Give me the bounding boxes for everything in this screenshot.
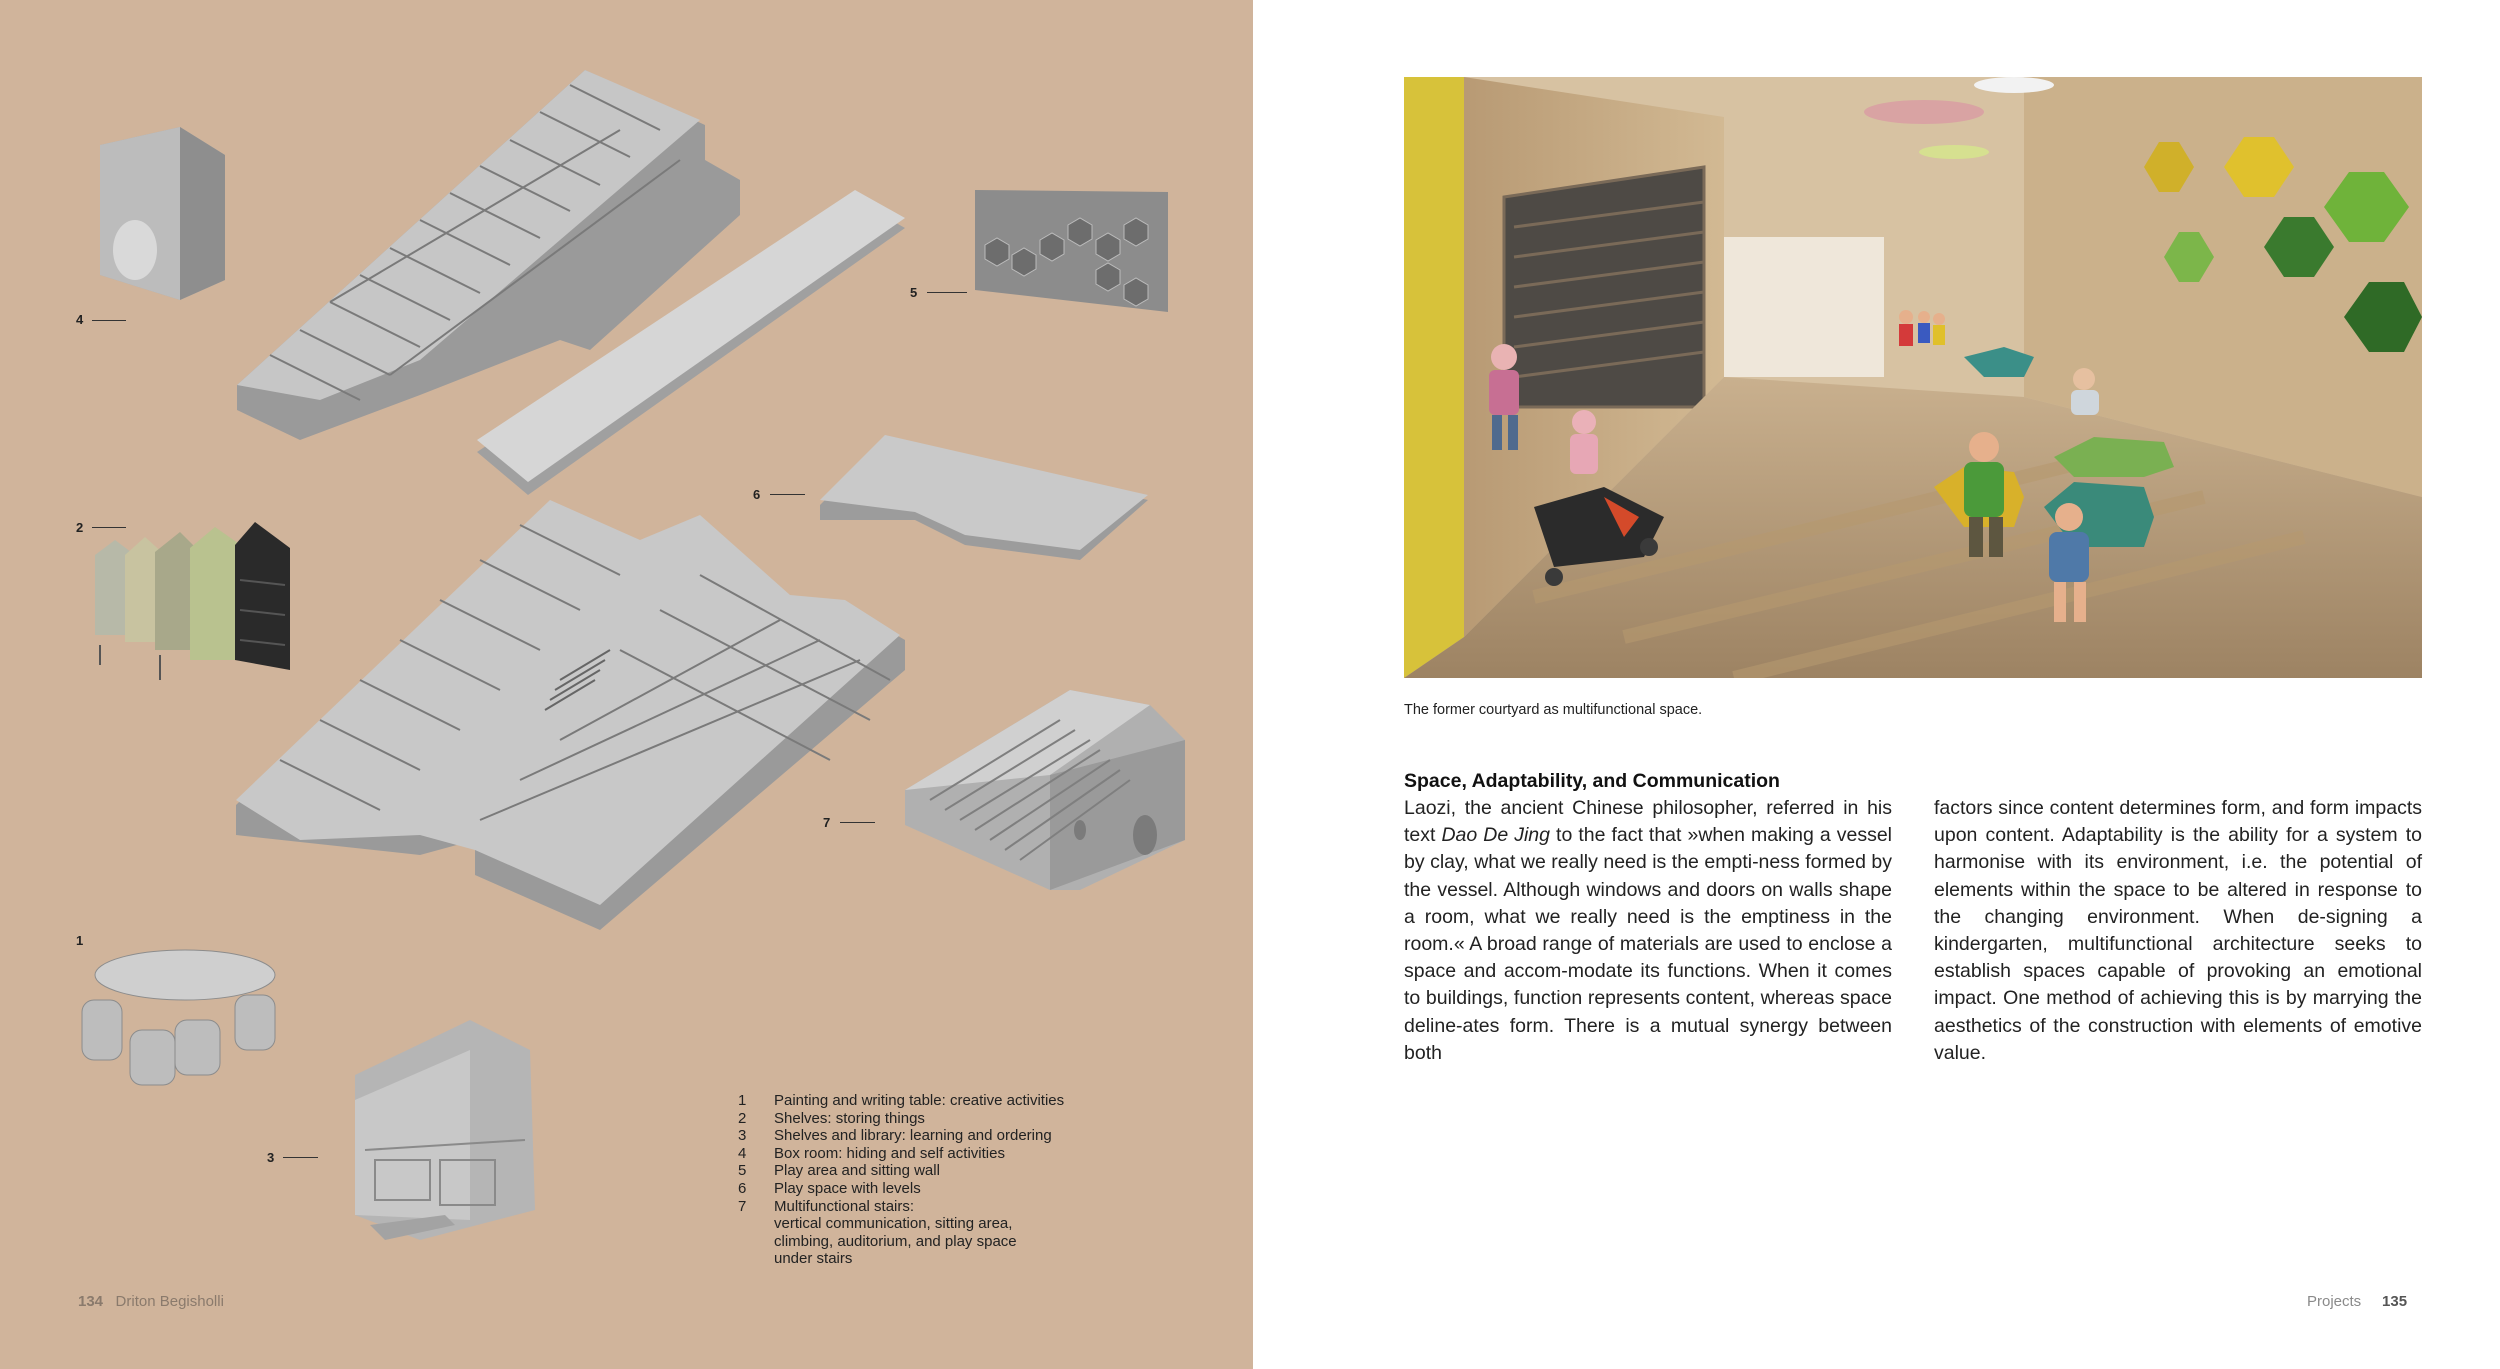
legend-row-continued: vertical communication, sitting area, <box>774 1215 1013 1233</box>
text-column-1: Laozi, the ancient Chinese philosopher, referred in his text Dao De Jing to the fact that »when making a vessel by clay, what we really need is the empti-ness formed by the vessel. Although windows and doors on walls shape a room, what we really need is the emptiness in the room.« A broad range of materials are used to enclose a space and accom-modate its functions. When it comes to buildings, function represents content, whereas space deline-ates form. There is a mutual synergy between both <box>1404 797 1892 1064</box>
legend-row: 2 Shelves: storing things <box>738 1109 925 1127</box>
legend-row: 4 Box room: hiding and self activities <box>738 1144 1005 1162</box>
drawing-legend <box>738 1092 1104 1268</box>
callout-number-6: 6 <box>753 487 761 502</box>
hexagon-play-wall-model <box>975 190 1168 312</box>
level-play-space-model <box>820 435 1148 560</box>
callout-line <box>92 527 126 528</box>
callout-number-2: 2 <box>76 520 84 535</box>
text-column-2: factors since content determines form, and form impacts upon content. Adaptability is the ability for a system to harmonise with its environment, i.e. the potential of elements within the space to be altered in response to the changing environment. When de-signing a kindergarten, multifunctional architecture seeks to establish spaces capable of provoking an emotional impact. One method of achieving this is by marrying the aesthetics of the construction with elements of emotive value. <box>1934 797 2422 1064</box>
left-folio <box>78 1293 224 1310</box>
callout-line <box>283 1157 318 1158</box>
callout-number-7: 7 <box>823 815 831 830</box>
callout-number-3: 3 <box>267 1150 275 1165</box>
page-number: 134 <box>78 1293 104 1310</box>
callout-line <box>770 494 805 495</box>
upper-floor-model <box>237 70 905 495</box>
legend-row: 5 Play area and sitting wall <box>738 1162 940 1180</box>
legend-row-continued: climbing, auditorium, and play space <box>774 1232 1017 1250</box>
section-heading: Space, Adaptability, and Communication <box>1404 770 1780 792</box>
book-title: Dao De Jing <box>1441 824 1550 847</box>
legend-row: 7 Multifunctional stairs: <box>738 1197 915 1215</box>
library-shelves-model <box>355 1020 535 1240</box>
ground-floor-model <box>236 500 905 930</box>
section-label: Projects <box>2307 1293 2362 1310</box>
photo-caption: The former courtyard as multifunctional space. <box>1404 702 1703 718</box>
courtyard-rendering-photo <box>1404 77 2422 678</box>
staircase <box>1504 167 1704 407</box>
callout-number-4: 4 <box>76 312 84 327</box>
legend-row-continued: under stairs <box>774 1250 853 1268</box>
multifunctional-stairs-model <box>905 690 1185 890</box>
legend-row: 3 Shelves and library: learning and ordering <box>738 1127 1052 1145</box>
callout-line <box>840 822 875 823</box>
page-number: 135 <box>2382 1293 2408 1310</box>
callout-line <box>92 320 126 321</box>
box-room-model <box>100 127 225 300</box>
callout-line <box>927 292 967 293</box>
right-folio <box>2307 1293 2407 1310</box>
painting-table-model <box>82 950 275 1085</box>
callout-number-1: 1 <box>76 933 84 948</box>
legend-row: 6 Play space with levels <box>738 1179 921 1197</box>
author-name: Driton Begisholli <box>115 1293 224 1310</box>
house-shelves-model <box>95 522 290 680</box>
callout-number-5: 5 <box>910 285 918 300</box>
legend-row: 1 Painting and writing table: creative activities <box>738 1092 1065 1109</box>
